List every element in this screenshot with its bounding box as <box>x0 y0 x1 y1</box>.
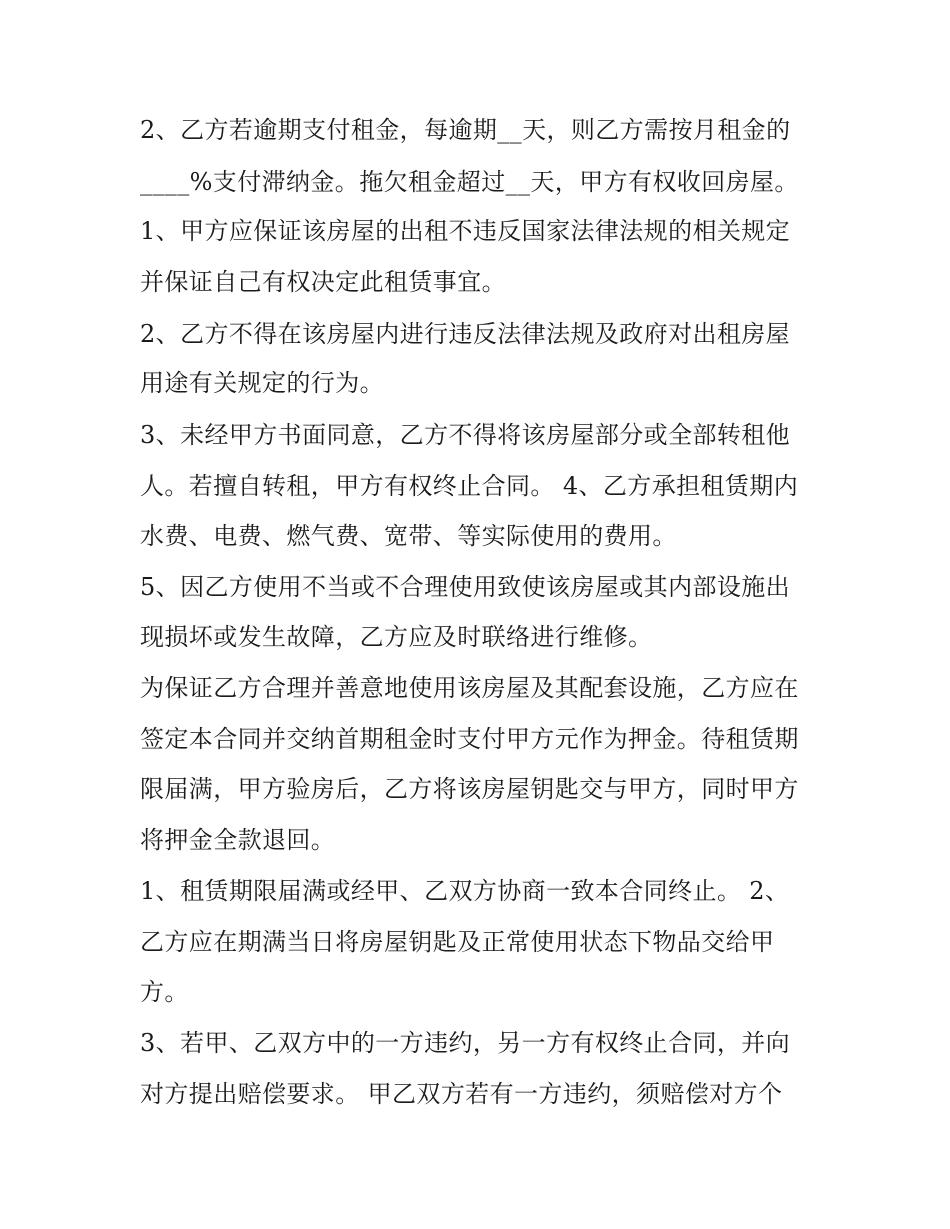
text-line: 3、未经甲方书面同意，乙方不得将该房屋部分或全部转租他 <box>140 421 791 449</box>
text-line: 1、租赁期限届满或经甲、乙双方协商一致本合同终止。 2、 <box>140 877 790 905</box>
text-line: 2、乙方若逾期支付租金，每逾期__天，则乙方需按月租金的 <box>140 116 791 144</box>
text-line: 对方提出赔偿要求。 甲乙双方若有一方违约，须赔偿对方个 <box>140 1080 783 1108</box>
text-line: 用途有关规定的行为。 <box>140 369 384 397</box>
text-line: 1、甲方应保证该房屋的出租不违反国家法律法规的相关规定 <box>140 217 791 245</box>
text-line: 5、因乙方使用不当或不合理使用致使该房屋或其内部设施出 <box>140 573 791 601</box>
text-line: 方。 <box>140 978 189 1006</box>
text-line: 2、乙方不得在该房屋内进行违反法律法规及政府对出租房屋 <box>140 320 791 348</box>
text-line: 签定本合同并交纳首期租金时支付甲方元作为押金。待租赁期 <box>140 725 799 753</box>
text-line: 将押金全款退回。 <box>140 826 336 854</box>
text-line: 限届满，甲方验房后，乙方将该房屋钥匙交与甲方，同时甲方 <box>140 775 799 803</box>
text-line: 现损坏或发生故障，乙方应及时联络进行维修。 <box>140 623 653 651</box>
text-line: 水费、电费、燃气费、宽带、等实际使用的费用。 <box>140 522 677 550</box>
text-line: 为保证乙方合理并善意地使用该房屋及其配套设施，乙方应在 <box>140 674 799 702</box>
text-line: 并保证自己有权决定此租赁事宜。 <box>140 268 506 296</box>
text-line: 人。若擅自转租，甲方有权终止合同。 4、乙方承担租赁期内 <box>140 472 799 500</box>
text-line: 3、若甲、乙双方中的一方违约，另一方有权终止合同，并向 <box>140 1029 791 1057</box>
text-line: 乙方应在期满当日将房屋钥匙及正常使用状态下物品交给甲 <box>140 928 775 956</box>
text-line: ____%支付滞纳金。拖欠租金超过__天，甲方有权收回房屋。 <box>140 168 799 196</box>
